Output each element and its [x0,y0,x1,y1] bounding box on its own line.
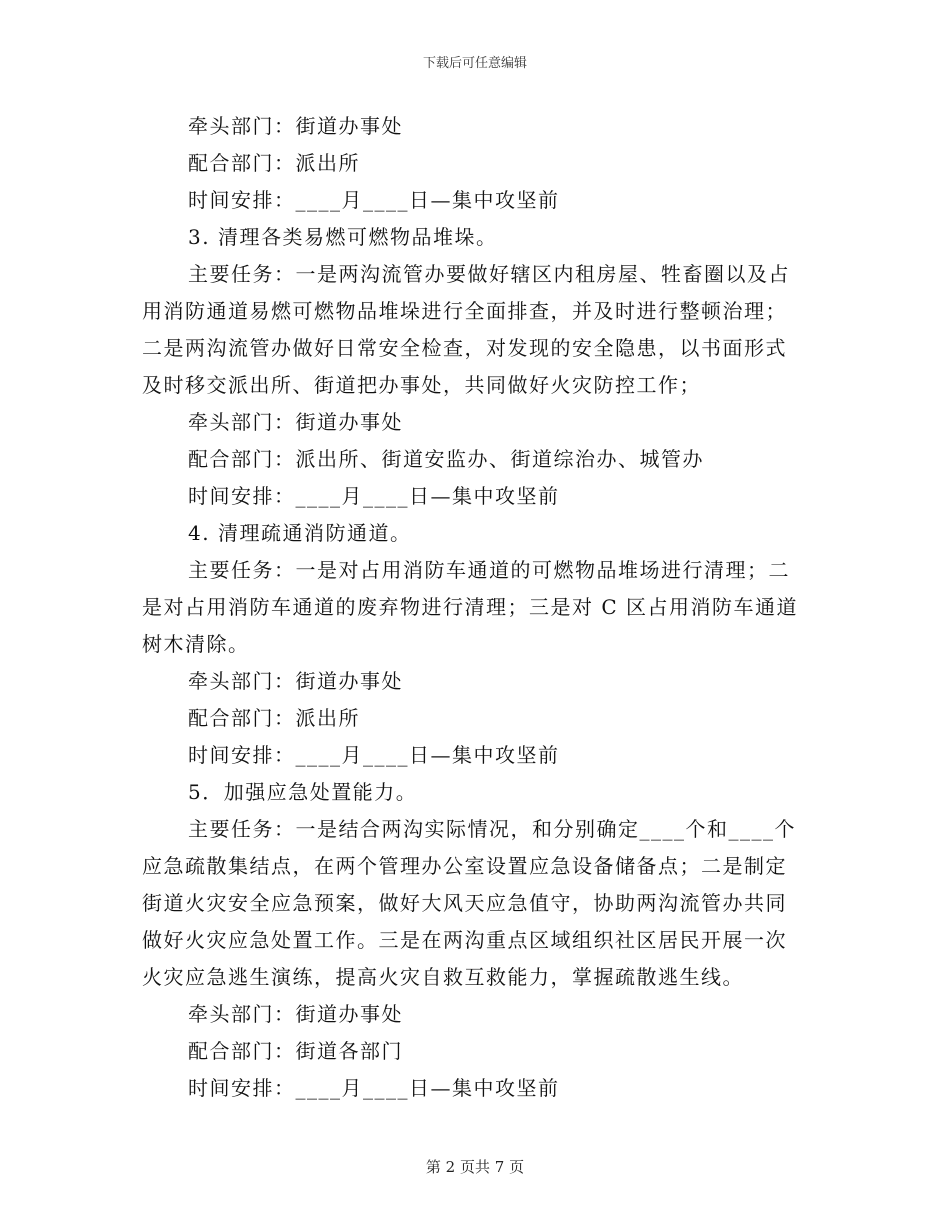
body-line: 时间安排：____月____日—集中攻坚前 [188,743,560,767]
body-line: 做好火灾应急处置工作。三是在两沟重点区域组织社区居民开展一次 [142,928,787,952]
body-line: 牵头部门：街道办事处 [188,1002,403,1026]
body-line: 主要任务：一是结合两沟实际情况，和分别确定____个和____个 [188,817,796,841]
body-line: 主要任务：一是两沟流管办要做好辖区内租房屋、牲畜圈以及占 [188,262,790,286]
body-line: 配合部门：街道各部门 [188,1039,403,1063]
body-line: 牵头部门：街道办事处 [188,410,403,434]
body-line: 二是两沟流管办做好日常安全检查，对发现的安全隐患，以书面形式 [142,336,787,360]
section-heading: 5．加强应急处置能力。 [188,780,418,804]
page-footer: 第 2 页共 7 页 [425,1158,525,1176]
document-body [142,108,802,1107]
body-line: 配合部门：派出所 [188,151,360,175]
page-header: 下载后可任意编辑 [422,56,527,71]
body-line: 树木清除。 [142,632,250,656]
body-line: 街道火灾安全应急预案，做好大风天应急值守，协助两沟流管办共同 [142,891,787,915]
section-heading: 4. 清理疏通消防通道。 [188,521,412,545]
body-line: 牵头部门：街道办事处 [188,669,403,693]
body-line: 及时移交派出所、街道把办事处，共同做好火灾防控工作； [142,373,701,397]
body-line: 应急疏散集结点，在两个管理办公室设置应急设备储备点；二是制定 [142,854,787,878]
body-line: 时间安排：____月____日—集中攻坚前 [188,484,560,508]
body-line: 火灾应急逃生演练，提高火灾自救互救能力，掌握疏散逃生线。 [142,965,744,989]
body-line: 时间安排：____月____日—集中攻坚前 [188,1076,560,1100]
body-line: 配合部门：派出所 [188,706,360,730]
body-line: 用消防通道易燃可燃物品堆垛进行全面排查，并及时进行整顿治理； [142,299,787,323]
body-line: 是对占用消防车通道的废弃物进行清理；三是对 C 区占用消防车通道 [142,595,799,619]
section-heading: 3. 清理各类易燃可燃物品堆垛。 [188,225,498,249]
body-line: 主要任务：一是对占用消防车通道的可燃物品堆场进行清理；二 [188,558,790,582]
body-line: 时间安排：____月____日—集中攻坚前 [188,188,560,212]
body-line: 配合部门：派出所、街道安监办、街道综治办、城管办 [188,447,704,471]
body-line: 牵头部门：街道办事处 [188,114,403,138]
